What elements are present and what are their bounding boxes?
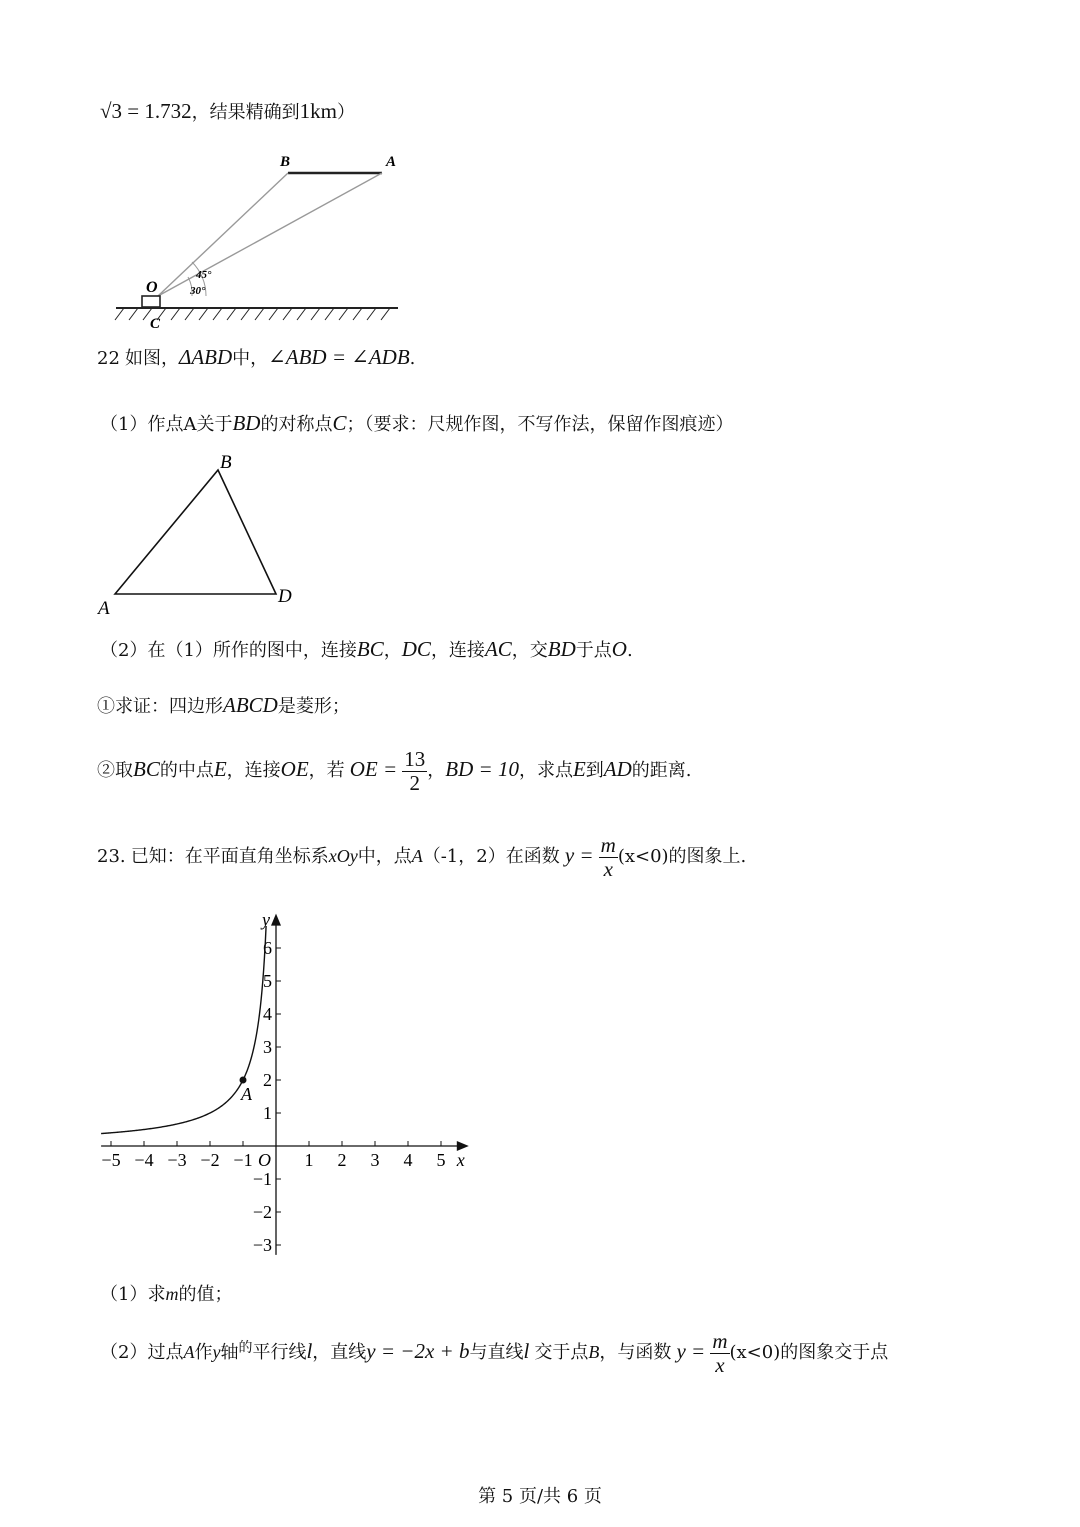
q22-sub2-bd-eq: BD = 10 bbox=[445, 757, 519, 782]
label-O-fig21: O bbox=[146, 279, 158, 296]
q22-sub2-t5: ，求点 bbox=[518, 760, 573, 782]
q22-sub2-t2: ，连接 bbox=[226, 760, 281, 782]
q22-sub2-e: E bbox=[213, 757, 227, 782]
q22-part2-comma1: ， bbox=[383, 640, 402, 661]
label-C-fig21: C bbox=[150, 316, 161, 332]
x-tick-label: −1 bbox=[233, 1150, 253, 1170]
q22-sub2-oe-eq: OE = bbox=[349, 757, 398, 782]
q23-number: 23. bbox=[97, 846, 126, 868]
q21-tail-text: ，结果精确到 bbox=[191, 102, 300, 123]
y-axis-label: y bbox=[262, 910, 270, 930]
hatch-mark bbox=[255, 308, 264, 320]
q22-sub2-t4: ， bbox=[427, 760, 446, 782]
y-tick-label: −2 bbox=[252, 1202, 272, 1222]
q22-triangle: ΔABD bbox=[179, 345, 233, 369]
q22-part2-t2: ，连接 bbox=[430, 640, 485, 661]
q23-part2-a: A bbox=[183, 1342, 195, 1363]
label-B-fig22: B bbox=[220, 452, 232, 473]
hatch-mark bbox=[129, 308, 138, 320]
q22-part2-bc: BC bbox=[356, 637, 384, 661]
hatch-mark bbox=[283, 308, 292, 320]
q22-sub2-bc: BC bbox=[133, 757, 160, 782]
hatch-mark bbox=[185, 308, 194, 320]
q22-part1-suffix: ；（要求：尺规作图，不写作法，保留作图痕迹） bbox=[346, 414, 734, 435]
hatch-mark bbox=[325, 308, 334, 320]
x-tick-label: −5 bbox=[101, 1150, 121, 1170]
q22-part1 bbox=[100, 410, 733, 436]
q22-part1-mid: 的对称点 bbox=[260, 414, 333, 435]
q21-tail-close: ） bbox=[336, 102, 355, 123]
y-tick-label: 5 bbox=[263, 971, 272, 991]
q23-part1-m: m bbox=[165, 1284, 179, 1304]
q22-sub2-t6: 到 bbox=[585, 760, 604, 782]
q22-sub1-prefix: ①求证：四边形 bbox=[97, 696, 223, 717]
q23-part2-b: B bbox=[588, 1342, 600, 1363]
hatch-mark bbox=[171, 308, 180, 320]
q23-intro: 已知：在平面直角坐标系 bbox=[130, 846, 329, 868]
q22-part2 bbox=[100, 636, 633, 662]
angle-45-label: 45° bbox=[196, 269, 212, 281]
q22-part1-pt: C bbox=[332, 411, 347, 435]
hatch-mark bbox=[353, 308, 362, 320]
q23-part2-t6: 交于点 bbox=[534, 1342, 589, 1364]
q22-part2-t4: 于点 bbox=[575, 640, 612, 661]
y-axis-arrow bbox=[271, 914, 281, 926]
q23-part2-y: y bbox=[212, 1342, 221, 1363]
q23-part2-t4: ，直线 bbox=[312, 1342, 367, 1364]
hatch-mark bbox=[269, 308, 278, 320]
x-tick-label: −4 bbox=[134, 1150, 154, 1170]
q22-part2-bd: BD bbox=[547, 637, 576, 661]
y-tick-label: 6 bbox=[263, 938, 272, 958]
q22-part1-seg: BD bbox=[232, 411, 261, 435]
x-tick-label: 1 bbox=[304, 1150, 314, 1170]
x-tick-label: −3 bbox=[167, 1150, 187, 1170]
point-A bbox=[240, 1077, 247, 1084]
hatch-mark bbox=[297, 308, 306, 320]
label-A-fig22: A bbox=[98, 598, 110, 618]
y-tick-label: −1 bbox=[252, 1169, 272, 1189]
q23-a: A bbox=[411, 846, 423, 867]
q22-mid: 中， bbox=[232, 348, 269, 369]
q23-part1-prefix: （1）求 bbox=[100, 1284, 166, 1305]
q22-sub2-t7: 的距离. bbox=[631, 760, 692, 782]
hatch-mark bbox=[115, 308, 124, 320]
hatch-mark bbox=[367, 308, 376, 320]
hatch-mark bbox=[227, 308, 236, 320]
x-tick-label: 4 bbox=[403, 1150, 413, 1170]
angle-30-label: 30° bbox=[190, 285, 206, 297]
y-tick-label: 4 bbox=[263, 1004, 272, 1024]
hatch-mark bbox=[339, 308, 348, 320]
fraction-13-over-2: $\frac{13}{2}$ bbox=[404, 747, 426, 796]
q22-sub2-t3: ，若 bbox=[308, 760, 345, 782]
q23-part1-suffix: 的值； bbox=[178, 1284, 233, 1305]
hatch-mark bbox=[199, 308, 208, 320]
q23-t2: 在函数 bbox=[505, 846, 560, 868]
coordinate-chart bbox=[90, 910, 480, 1270]
q23-xoy: xOy bbox=[328, 846, 358, 867]
q23-part2-line: y = −2x + b bbox=[366, 1339, 470, 1364]
figure-21 bbox=[110, 148, 410, 338]
y-tick-label: 3 bbox=[263, 1037, 272, 1057]
label-A-fig21: A bbox=[386, 154, 397, 170]
origin-label: O bbox=[258, 1150, 271, 1170]
q22-sub2 bbox=[97, 748, 692, 795]
q22-part2-dc: DC bbox=[401, 637, 431, 661]
q22-sub1-quad: ABCD bbox=[223, 693, 278, 717]
q21-tail-line bbox=[100, 98, 355, 124]
hatch-mark bbox=[213, 308, 222, 320]
q22-condition: ∠ABD = ∠ADB bbox=[268, 345, 410, 369]
figure-22-triangle bbox=[90, 448, 310, 618]
q22-end: . bbox=[409, 348, 416, 369]
q23-part2-t2: 轴 bbox=[220, 1342, 239, 1364]
q23-part2-t8: (x<0)的图象交于点 bbox=[729, 1342, 889, 1364]
q22-part2-ac: AC bbox=[484, 637, 512, 661]
q22-part2-end: . bbox=[626, 640, 633, 661]
q23-part2-y-eq: y = bbox=[676, 1339, 706, 1364]
q22-sub2-oe: OE bbox=[280, 757, 309, 782]
x-tick-label: −2 bbox=[200, 1150, 220, 1170]
q22-sub2-prefix: ②取 bbox=[97, 760, 133, 782]
y-tick-label: 1 bbox=[263, 1103, 272, 1123]
sqrt-expression: √3 = 1.732 bbox=[100, 99, 192, 123]
point-A-label: A bbox=[241, 1084, 252, 1104]
x-axis-label: x bbox=[456, 1150, 465, 1170]
label-B-fig21: B bbox=[280, 154, 291, 170]
q22-sub1 bbox=[97, 692, 350, 718]
page-footer: 第 5 页/共 6 页 bbox=[478, 1486, 602, 1507]
q22-part2-prefix: （2）在（1）所作的图中，连接 bbox=[100, 640, 357, 661]
q23-domain: (x<0)的图象上. bbox=[617, 846, 747, 868]
q22-part2-o: O bbox=[611, 637, 627, 661]
x-tick-label: 2 bbox=[337, 1150, 347, 1170]
q22-sub2-ad: AD bbox=[603, 757, 632, 782]
q23-part1 bbox=[100, 1280, 232, 1306]
q23-part2-t7: ，与函数 bbox=[599, 1342, 672, 1364]
label-D-fig22: D bbox=[278, 586, 292, 607]
q22-part1-prefix: （1）作点A关于 bbox=[100, 414, 233, 435]
q23-part2-l: l bbox=[306, 1339, 313, 1364]
q23-part2-t1: 作 bbox=[194, 1342, 213, 1364]
q23-part2-l2: l bbox=[523, 1339, 530, 1364]
fraction-m-over-x: $\frac{m}{x}$ bbox=[600, 833, 616, 882]
q23-coord: （-1，2） bbox=[422, 846, 506, 868]
y-tick-label: −3 bbox=[252, 1235, 272, 1255]
x-tick-label: 3 bbox=[370, 1150, 380, 1170]
q22-sub2-e2: E bbox=[572, 757, 586, 782]
q23-y-eq: y = bbox=[564, 843, 594, 868]
q22-stem bbox=[97, 344, 415, 370]
q22-sub2-t1: 的中点 bbox=[159, 760, 214, 782]
y-tick-label: 2 bbox=[263, 1070, 272, 1090]
q23-part2-t5: 与直线 bbox=[469, 1342, 524, 1364]
q22-number: 22 bbox=[97, 348, 120, 369]
hatch-mark bbox=[381, 308, 390, 320]
q21-unit-value: 1km bbox=[299, 99, 337, 123]
q22-intro: 如图， bbox=[125, 348, 179, 369]
q23-part2-prefix: （2）过点 bbox=[100, 1342, 184, 1364]
q23-t1: 中，点 bbox=[357, 846, 412, 868]
q23-stem bbox=[97, 834, 746, 881]
q22-sub1-suffix: 是菱形； bbox=[277, 696, 350, 717]
q23-part2-t2b: 的 bbox=[238, 1340, 253, 1357]
fraction-m-over-x-2: $\frac{m}{x}$ bbox=[712, 1329, 728, 1378]
hatch-mark bbox=[311, 308, 320, 320]
q22-part2-t3: ，交 bbox=[511, 640, 548, 661]
q23-part2-t3: 平行线 bbox=[252, 1342, 307, 1364]
hatch-mark bbox=[241, 308, 250, 320]
q23-part2 bbox=[100, 1330, 888, 1377]
x-tick-label: 5 bbox=[436, 1150, 446, 1170]
